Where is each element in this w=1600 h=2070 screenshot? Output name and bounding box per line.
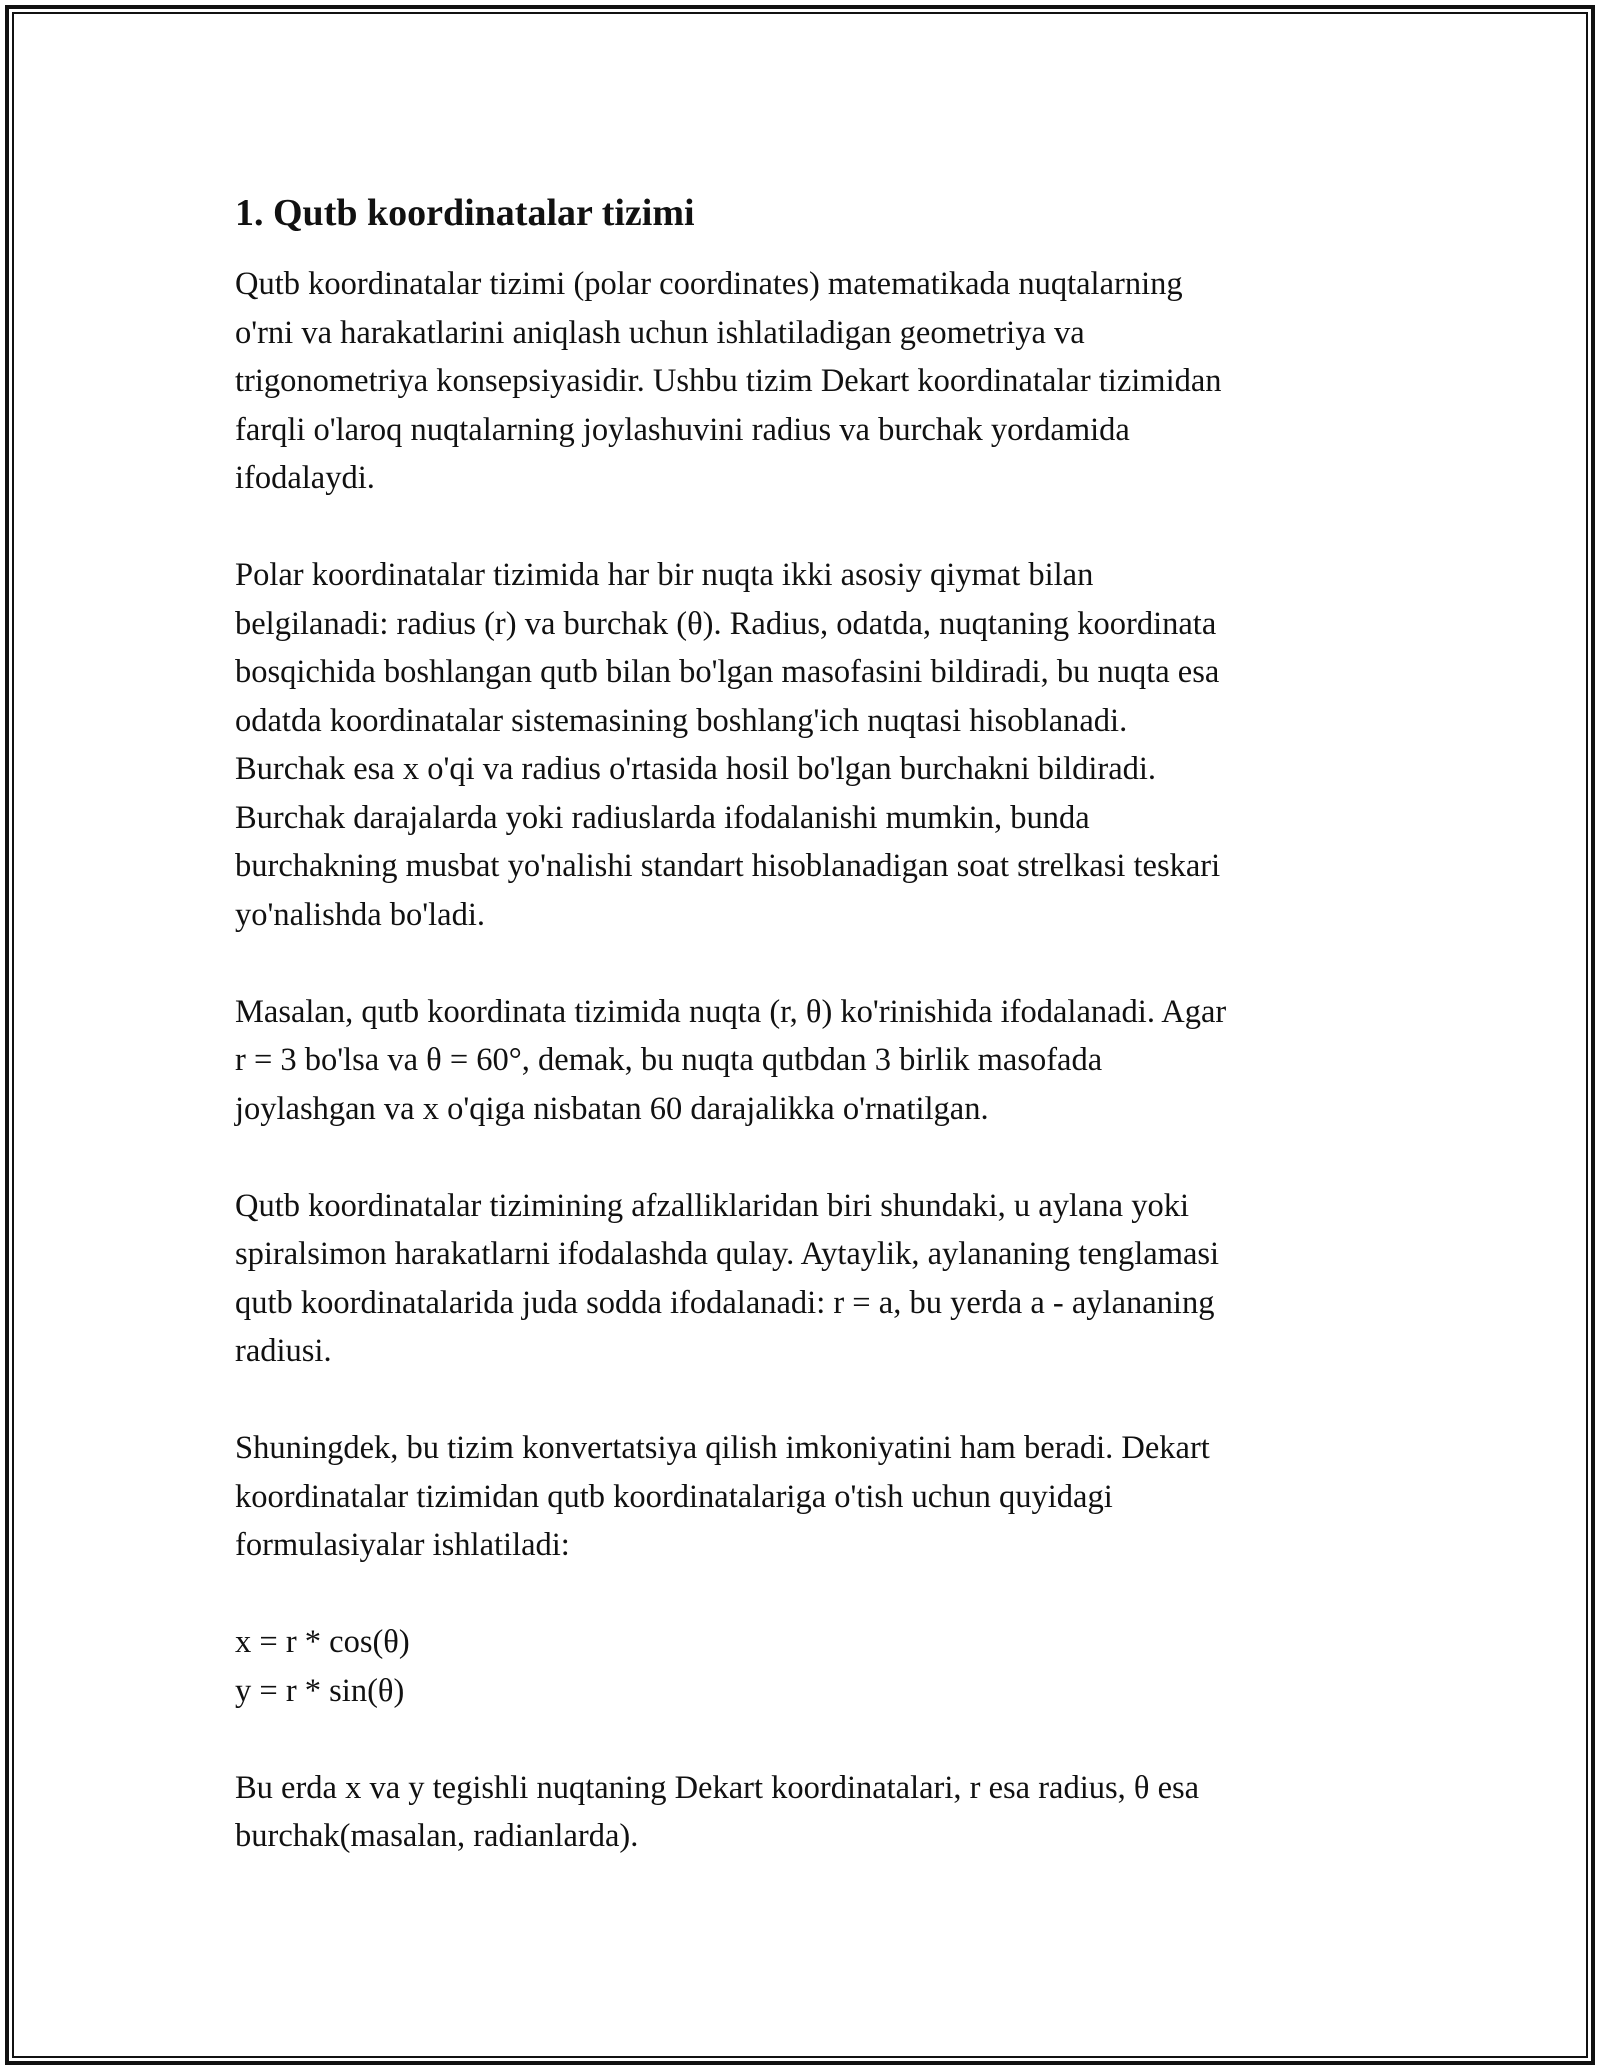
paragraph-definition: Polar koordinatalar tizimida har bir nuqta ikki asosiy qiymat bilan belgilanadi: radius (r) va burchak (θ). Radius, odatda, nuqtaning koordinata bosqichida boshlangan qutb bilan bo'lgan masofasini bildiradi, bu nuqta esa odatda koordinatalar sistemasining boshlang'ich nuqtasi hisoblanadi. Burchak esa x o'qi va radius o'rtasida hosil bo'lgan burchakni bildiradi. Burchak darajalarda yoki radiuslarda ifodalanishi mumkin, bunda burchakning musbat yo'nalishi standart hisoblanadigan soat strelkasi teskari yo'nalishda bo'ladi.	[235, 557, 1221, 933]
paragraph-intro: Qutb koordinatalar tizimi (polar coordinates) matematikada nuqtalarning o'rni va harakatlarini aniqlash uchun ishlatiladigan geometriya va trigonometriya konsepsiyasidir. Ushbu tizim Dekart koordinatalar tizimidan farqli o'laroq nuqtalarning joylashuvini radius va burchak yordamida ifodalaydi.	[235, 266, 1222, 496]
section-title: 1. Qutb koordinatalar tizimi	[235, 192, 695, 234]
paragraph-closing: Bu erda x va y tegishli nuqtaning Dekart koordinatalari, r esa radius, θ esa burchak(masalan, radianlarda).	[235, 1769, 1200, 1854]
formula-y: y = r * sin(θ)	[235, 1672, 405, 1709]
paragraph-example: Masalan, qutb koordinata tizimida nuqta (r, θ) ko'rinishida ifodalanadi. Agar r = 3 bo'lsa va θ = 60°, demak, bu nuqta qutbdan 3 birlik masofada joylashgan va x o'qiga nisbatan 60 darajalikka o'rnatilgan.	[235, 993, 1227, 1127]
paragraph-advantages: Qutb koordinatalar tizimining afzalliklaridan biri shundaki, u aylana yoki spiralsimon harakatlarni ifodalashda qulay. Aytaylik, aylananing tenglamasi qutb koordinatalarida juda sodda ifodalanadi: r = a, bu yerda a - aylananing radiusi.	[235, 1187, 1220, 1369]
document-body	[235, 188, 1365, 1909]
paragraph-conversion: Shuningdek, bu tizim konvertatsiya qilish imkoniyatini ham beradi. Dekart koordinatalar tizimidan qutb koordinatalariga o'tish uchun quyidagi formulasiyalar ishlatiladi:	[235, 1430, 1210, 1563]
formula-x: x = r * cos(θ)	[235, 1624, 410, 1660]
formula-block	[235, 1618, 1365, 1715]
